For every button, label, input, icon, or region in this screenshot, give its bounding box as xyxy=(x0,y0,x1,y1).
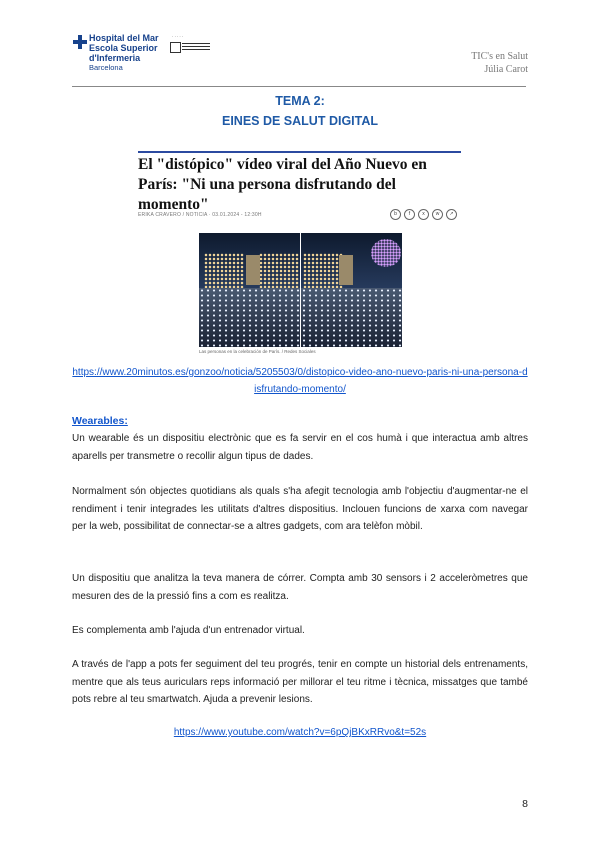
article-accent-bar xyxy=(138,151,461,153)
photo-caption: Las personas en la celebración de París. / Redes Sociales xyxy=(199,349,316,354)
paragraph-1: Un wearable és un dispositiu electrònic que es fa servir en el cos humà i que interactua amb altres aparells per transmetre o recollir algun tipus de dades. xyxy=(72,433,528,462)
paragraph-5: A través de l'app a pots fer seguiment del teu progrés, tenir en compte un historial dels entrenaments, mentre que als teus auriculars reps informació per millorar el teu ritme i tècnica, missatges que també pots rebre al teu smartwatch. Ajuda a prevenir lesions. xyxy=(72,659,528,705)
video-link[interactable]: https://www.youtube.com/watch?v=6pQjBKxRRvo&t=52s xyxy=(173,727,427,738)
logo-line-4: Barcelona xyxy=(89,63,123,72)
logo-line-2: Escola Superior xyxy=(89,43,158,53)
article-link-container xyxy=(72,364,528,398)
topic-title: EINES DE SALUT DIGITAL xyxy=(221,114,379,128)
article-link[interactable]: https://www.20minutos.es/gonzoo/noticia/5205503/0/distopico-video-ano-nuevo-paris-ni-una-persona-disfrutando-momento/ xyxy=(72,367,528,395)
video-link-container xyxy=(72,727,528,738)
hospital-cross-icon xyxy=(72,34,88,50)
whatsapp-icon: w xyxy=(432,209,443,220)
bluesky-icon: b xyxy=(390,209,401,220)
partner-logo: · · · · · xyxy=(170,34,214,58)
article-byline: ERIKA CRAVERO / NOTICIA · 03.01.2024 - 12:30H xyxy=(138,212,262,218)
paragraph-4: Es complementa amb l'ajuda d'un entrenador virtual. xyxy=(72,625,305,636)
course-name: TIC's en Salut xyxy=(471,51,528,62)
logo-line-3: d'Infermeria xyxy=(89,53,141,63)
paragraph-3: Un dispositiu que analitza la teva manera de córrer. Compta amb 30 sensors i 2 acceleròmetres que mesuren des de la pressió fins a com es realitza. xyxy=(72,573,528,602)
share-icon: ↗ xyxy=(446,209,457,220)
facebook-icon: f xyxy=(404,209,415,220)
author-name: Júlia Carot xyxy=(484,64,528,75)
header-info xyxy=(471,50,528,76)
x-icon: x xyxy=(418,209,429,220)
header-divider xyxy=(72,86,526,87)
article-photo xyxy=(199,233,402,347)
article-headline: El "distópico" vídeo viral del Año Nuevo en París: "Ni una persona disfrutando del momento" xyxy=(138,156,427,213)
page-number: 8 xyxy=(522,798,528,810)
share-bar xyxy=(390,209,457,220)
section-heading: Wearables: xyxy=(72,415,128,427)
topic-number: TEMA 2: xyxy=(275,94,325,108)
logo-line-1: Hospital del Mar xyxy=(89,33,159,43)
paragraph-2: Normalment són objectes quotidians als quals s'ha afegit tecnologia amb l'objectiu d'augmentar-ne el rendiment i tenir integrades les utilitats d'altres dispositius. Inclouen funcions de xarxa com navegar per la web, possibilitat de connectar-se a altres gadgets, com ara telèfon mòbil. xyxy=(72,486,528,532)
